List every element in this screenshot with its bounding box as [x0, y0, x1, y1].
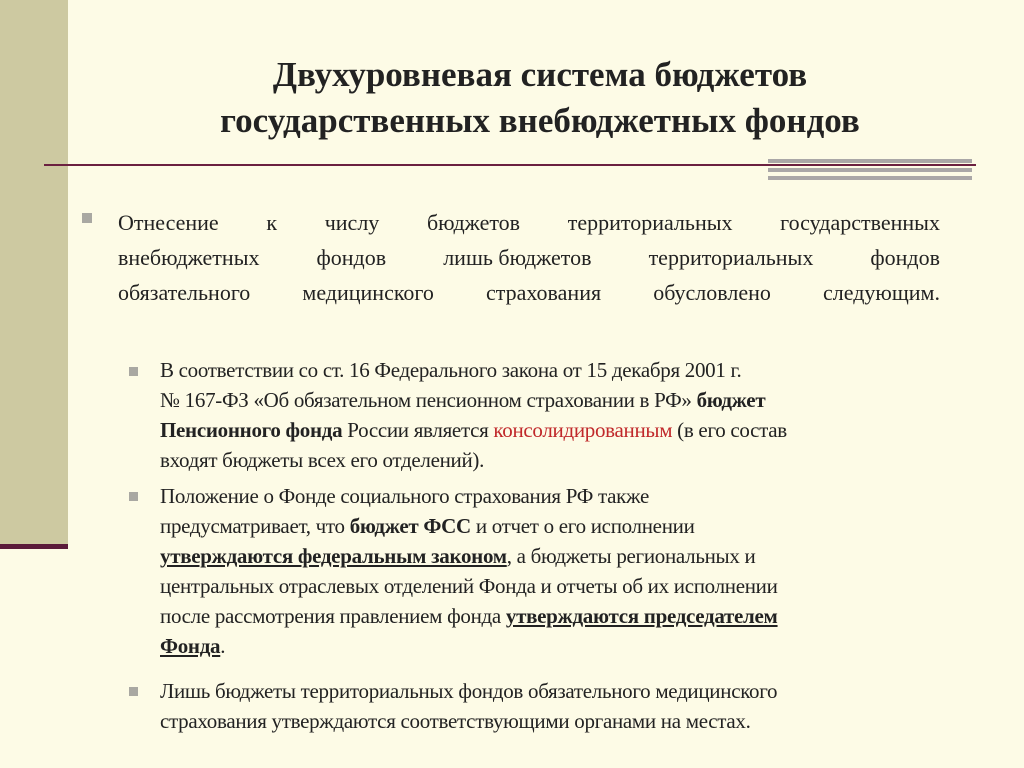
- text-span: (в его состав: [672, 418, 787, 442]
- text-line: Лишь бюджеты территориальных фондов обязательного медицинского: [160, 679, 778, 703]
- bold-underline-span: утверждаются председателем: [505, 604, 778, 628]
- stripe: [768, 159, 972, 163]
- text-line: [160, 631, 960, 661]
- word: фондов: [316, 245, 387, 270]
- text-line: [160, 541, 960, 571]
- side-bar-accent: [0, 544, 68, 549]
- word: обусловлено: [653, 280, 771, 305]
- word: бюджетов: [426, 210, 521, 235]
- bullet-square-icon: [82, 213, 92, 223]
- stripe: [768, 168, 972, 172]
- word: лишь бюджетов: [443, 245, 592, 270]
- text-line: [160, 415, 960, 445]
- text-span: России является: [342, 418, 494, 442]
- text-span: , а бюджеты региональных и: [506, 544, 756, 568]
- sub-bullet-2-text: [160, 481, 960, 661]
- bold-span: бюджет ФСС: [349, 514, 471, 538]
- title-line-2: государственных внебюджетных фондов: [220, 101, 860, 140]
- word: числу: [324, 210, 380, 235]
- sub-bullet-square-icon: [129, 687, 138, 696]
- word: территориальных: [567, 210, 733, 235]
- text-line: входят бюджеты всех его отделений).: [160, 448, 485, 472]
- side-band-decoration: [0, 0, 68, 545]
- text-line: центральных отраслевых отделений Фонда и отчеты об их исполнении: [160, 574, 778, 598]
- text-span: № 167-ФЗ «Об обязательном пенсионном страховании в РФ»: [160, 388, 697, 412]
- word: территориальных: [648, 245, 814, 270]
- text-line: страхования утверждаются соответствующими органами на местах.: [160, 709, 751, 733]
- word: следующим.: [823, 280, 940, 305]
- word: внебюджетных: [118, 245, 260, 270]
- slide-title: [120, 52, 960, 144]
- word: фондов: [870, 245, 940, 270]
- text-span: после рассмотрения правлением фонда: [160, 604, 506, 628]
- word: Отнесение: [118, 210, 219, 235]
- title-line-1: Двухуровневая система бюджетов: [272, 55, 808, 94]
- text-line: [160, 385, 960, 415]
- text-span: и отчет о его исполнении: [470, 514, 695, 538]
- highlight-span: консолидированным: [493, 418, 673, 442]
- main-line-2: [118, 240, 940, 275]
- word: к: [266, 210, 278, 235]
- text-line: В соответствии со ст. 16 Федерального закона от 15 декабря 2001 г.: [160, 358, 742, 382]
- stripes-decoration: [768, 159, 972, 181]
- word: медицинского: [302, 280, 434, 305]
- text-span: .: [220, 634, 226, 658]
- word: обязательного: [118, 280, 251, 305]
- bold-span: бюджет: [696, 388, 766, 412]
- main-line-3: [118, 275, 940, 310]
- sub-bullet-square-icon: [129, 492, 138, 501]
- bold-span: Пенсионного фонда: [160, 418, 343, 442]
- bold-underline-span: Фонда: [160, 634, 221, 658]
- main-bullet-text: [118, 205, 948, 310]
- bold-underline-span: утверждаются федеральным законом: [160, 544, 507, 568]
- text-line: [160, 511, 960, 541]
- sub-bullet-3-text: [160, 676, 960, 736]
- word: страхования: [485, 280, 602, 305]
- stripe: [768, 176, 972, 180]
- text-span: предусматривает, что: [160, 514, 350, 538]
- main-line-1: [118, 205, 940, 240]
- word: государственных: [780, 210, 940, 235]
- sub-bullet-1-text: [160, 355, 960, 475]
- sub-bullet-square-icon: [129, 367, 138, 376]
- text-line: [160, 601, 960, 631]
- text-line: Положение о Фонде социального страхования РФ также: [160, 484, 650, 508]
